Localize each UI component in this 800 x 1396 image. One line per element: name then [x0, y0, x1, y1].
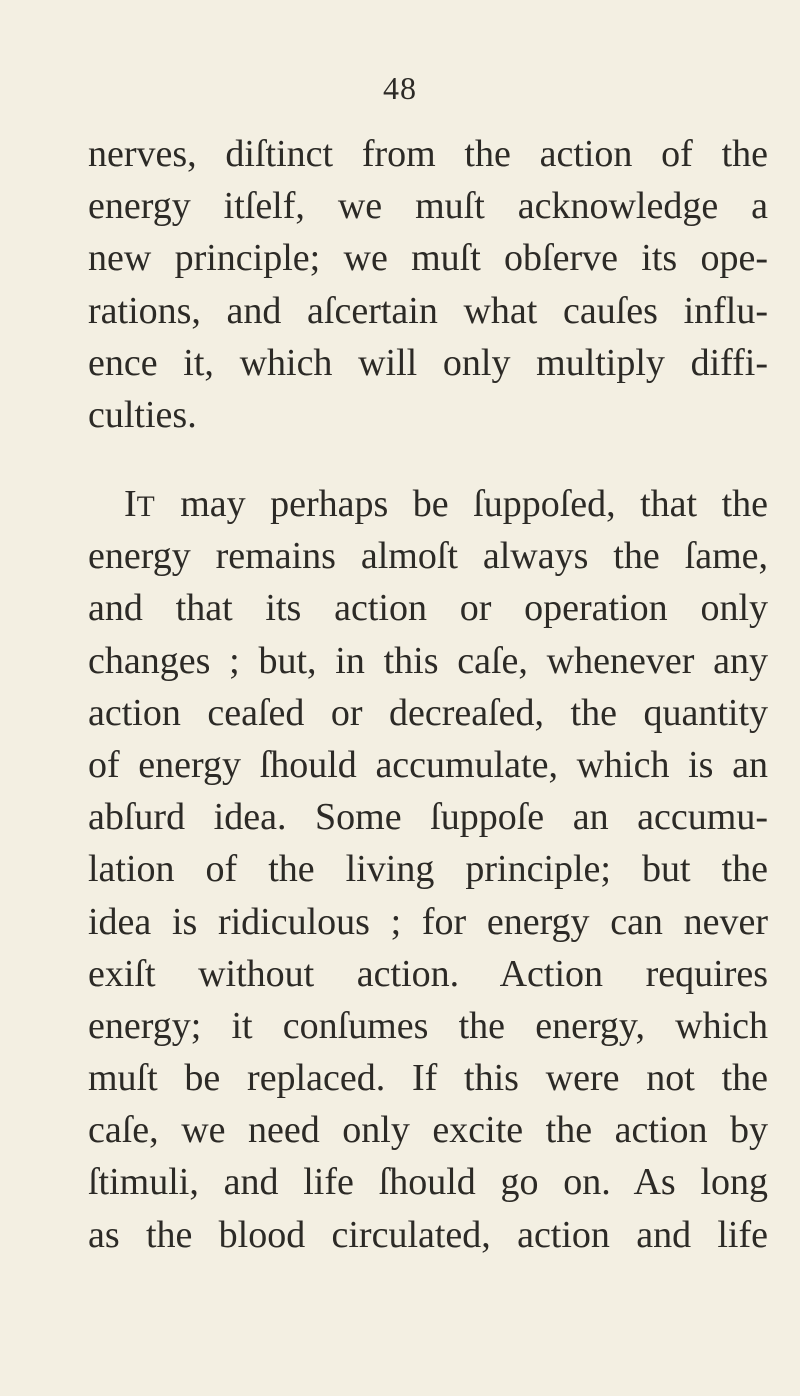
text-line: new principle; we muſt obſerve its ope- — [88, 237, 768, 280]
text-line: culties. — [88, 393, 197, 436]
text-line: energy remains almoſt always the ſame, — [88, 535, 768, 578]
text-line: nerves, diſtinct from the action of the — [88, 133, 768, 175]
text-line: ence it, which will only multiply diffi- — [88, 341, 768, 384]
text-line: lation of the living principle; but the — [88, 848, 768, 891]
text-line: rations, and aſcertain what cauſes influ- — [88, 289, 768, 332]
paragraph-2 — [88, 478, 768, 1261]
text-line: energy; it conſumes the energy, which — [88, 1004, 768, 1047]
text-line: of energy ſhould accumulate, which is an — [88, 743, 768, 786]
text-line: muſt be replaced. If this were not the — [88, 1057, 768, 1100]
text-line: changes ; but, in this caſe, whenever any — [88, 639, 768, 682]
text-line: action ceaſed or decreaſed, the quantity — [88, 691, 768, 734]
first-line-text: may perhaps be ſuppoſed, that the — [155, 483, 768, 525]
text-line: idea is ridiculous ; for energy can never — [88, 900, 768, 943]
text-line: as the blood circulated, action and life — [88, 1213, 768, 1256]
text-line: ſtimuli, and life ſhould go on. As long — [88, 1161, 768, 1204]
text-line: abſurd idea. Some ſuppoſe an accumu- — [88, 796, 768, 839]
text-line: and that its action or operation only — [88, 587, 768, 630]
text-line: caſe, we need only excite the action by — [88, 1109, 768, 1152]
text-line: exiſt without action. Action requires — [88, 952, 768, 995]
paragraph-1 — [88, 128, 768, 441]
text-line-first — [88, 478, 768, 530]
text-line: energy itſelf, we muſt acknowledge a — [88, 185, 768, 228]
page-number: 48 — [383, 70, 417, 106]
lead-word: IT — [124, 483, 156, 525]
